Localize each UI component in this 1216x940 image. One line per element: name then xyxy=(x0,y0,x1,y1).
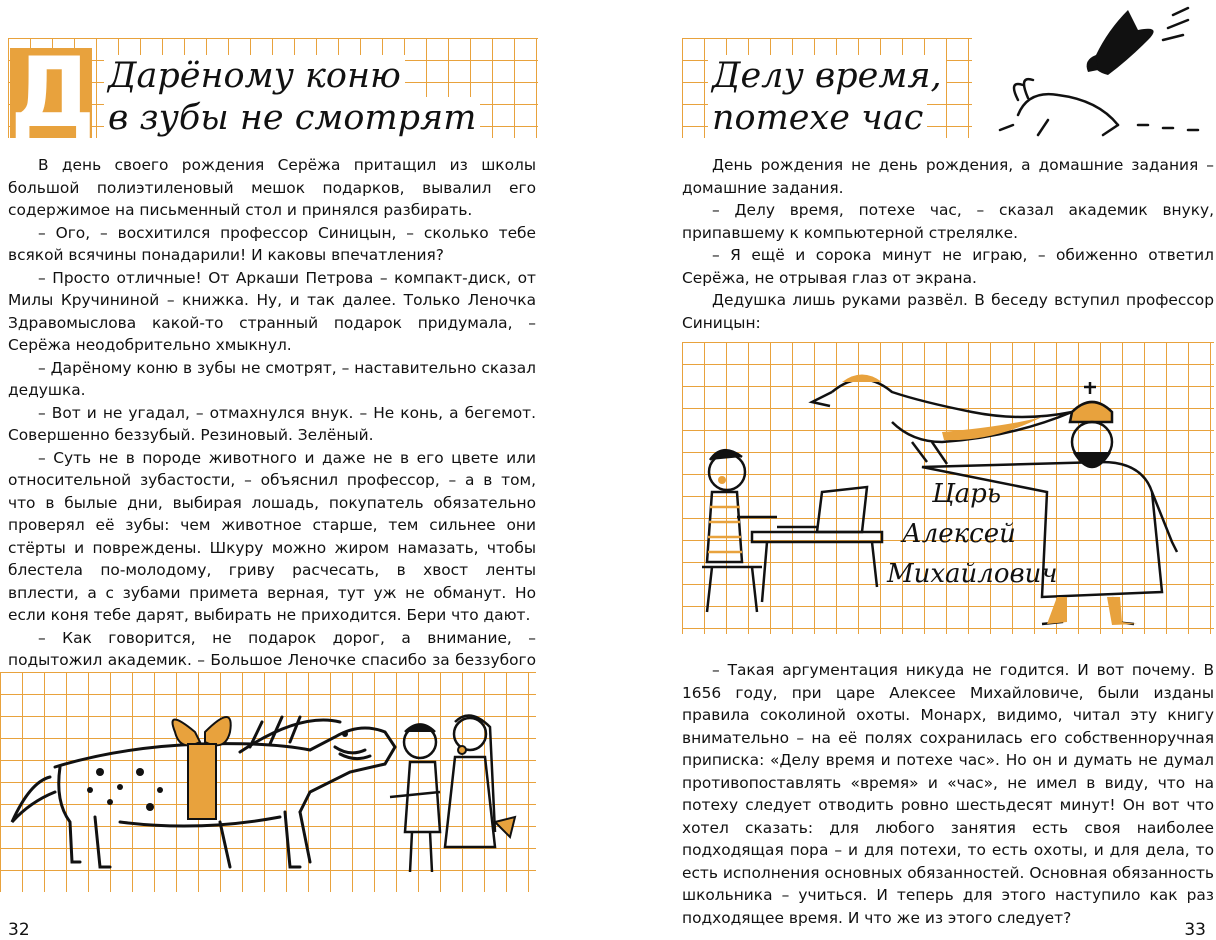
paragraph: – Такая аргументация никуда не годится. И вот почему. В 1656 году, при царе Алексее Михайловиче, были изданы правила соколиной охоты. Монарх, видимо, читал эту книгу внимательно – на её полях сохранилась его собственноручная приписка: «Делу время и потехе час». Но он и думать не думал противопоставлять «время» и «час», не имел в виду, что на потеху следует отводить ровно шестьдесят минут! Он вот что хотел сказать: для любого занятия есть своя наиболее подходящая пора – и для потехи, то есть охоты, и для дела, то есть исполнения основных обязанностей. Основная обязанность школьника – учиться. И теперь для этого наступило как раз подходящее время. И что же из этого следует? xyxy=(682,661,1214,927)
right-heading-line: потехе час xyxy=(708,97,927,139)
right-heading-line: Делу время, xyxy=(708,55,946,97)
page-number: 33 xyxy=(1184,920,1206,940)
left-page xyxy=(0,0,608,939)
paragraph: В день своего рождения Серёжа притащил из школы большой полиэтиленовый мешок подарков, вывалил его содержимое на письменный стол и принялся разбирать. xyxy=(8,156,536,219)
illustration-caption-line: Алексей xyxy=(902,519,1016,549)
paragraph: – Как говорится, не подарок дорог, а внимание, – подытожил академик. – Большое Леночке спасибо за беззубого xyxy=(8,628,536,669)
right-body-text-top xyxy=(682,154,1214,334)
illustration-caption-line: Царь xyxy=(932,479,1001,509)
tsar-illustration xyxy=(682,342,1214,634)
page-number: 32 xyxy=(8,920,30,940)
paragraph: – Ого, – восхитился профессор Синицын, – сколько тебе всякой всячины понадарили! И каковы впечатления? xyxy=(8,223,536,264)
right-page xyxy=(608,0,1216,939)
right-heading xyxy=(708,55,978,139)
horse-illustration xyxy=(0,672,536,892)
paragraph: – Вот и не угадал, – отмахнулся внук. – Не конь, а бегемот. Совершенно беззубый. Резиновый. Зелёный. xyxy=(8,403,536,444)
paragraph: Дедушка лишь руками развёл. В беседу вступил профессор Синицын: xyxy=(682,291,1214,332)
illustration-caption-line: Михайлович xyxy=(887,559,1058,589)
left-heading xyxy=(104,55,534,139)
left-heading-line: Дарёному коню xyxy=(104,55,405,97)
paragraph: – Делу время, потехе час, – сказал академик внуку, припавшему к компьютерной стрелялке. xyxy=(682,201,1214,242)
paragraph: – Суть не в породе животного и даже не в его цвете или относительной зубастости, – объяснил профессор, – а в том, что в былые дни, выбирая лошадь, покупатель обязательно проверял её зубы: чем животное старше, тем сильнее они стёрты и повреждены. Шкуру можно жиром намазать, чтобы блестела по-молодому, гриву расчесать, в хвост ленты вплести, а с зубами примета верная, тут уж не обманут. Но если коня тебе дарят, выбирать не приходится. Бери что дают. xyxy=(8,448,536,624)
left-heading-line: в зубы не смотрят xyxy=(104,97,480,139)
paragraph: – Дарёному коню в зубы не смотрят, – наставительно сказал дедушка. xyxy=(8,358,536,399)
right-body-text-bottom xyxy=(682,659,1214,929)
paragraph: День рождения не день рождения, а домашние задания – домашние задания. xyxy=(682,156,1214,197)
left-body-text xyxy=(8,154,536,694)
paragraph: – Я ещё и сорока минут не играю, – обиженно ответил Серёжа, не отрывая глаз от экрана. xyxy=(682,246,1214,287)
bird-and-hare-illustration xyxy=(988,0,1216,145)
dropcap-letter: Д xyxy=(10,37,96,149)
paragraph: – Просто отличные! От Аркаши Петрова – компакт-диск, от Милы Кручининой – книжка. Ну, и так далее. Только Леночка Здравомыслова какой-то странный подарок придумала, – Серёжа неодобрительно хмыкнул. xyxy=(8,268,536,354)
